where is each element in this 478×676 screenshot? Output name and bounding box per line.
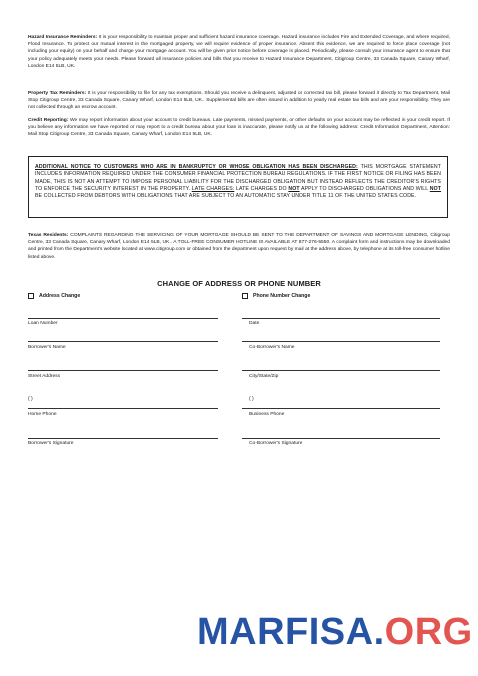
city-state-zip-label: City/State/Zip xyxy=(249,374,279,379)
home-phone-area-code: ( ) xyxy=(28,396,33,402)
hazard-insurance-paragraph xyxy=(28,34,450,70)
phone-change-option[interactable] xyxy=(242,293,310,299)
watermark-part-2: ORG xyxy=(384,611,473,653)
property-tax-text: It is your responsibility to file for any tax exemptions. Should you receive a delinquent, adjusted or corrected tax bill, please forward it directly to Tax Department, Mail Stop Citigroup Centre, 33 Canada Square, Canary Wharf, London E14 5LB, UK.. Supplemental bills are often issued in addition to yearly real estate tax bills and are your responsibility. They are not collected through an escrow account. xyxy=(28,91,450,111)
marfisa-watermark-logo xyxy=(197,613,473,651)
late-charges-text-2: APPLY TO DISCHARGED OBLIGATIONS AND WILL xyxy=(300,185,429,192)
borrower-signature-field[interactable] xyxy=(28,438,218,439)
late-charges-label: LATE CHARGES: xyxy=(191,185,235,192)
home-phone-field[interactable] xyxy=(28,408,218,409)
not-emphasis-2: NOT xyxy=(429,185,442,192)
texas-residents-text: COMPLAINTS REGARDING THE SERVICING OF YOUR MORTGAGE SHOULD BE SENT TO THE DEPARTMENT OF SAVINGS AND MORTGAGE LENDING, Citigroup Centre, 33 Canada Square, Canary Wharf, London E14 5LB, UK.. A TOLL-FREE CONSUMER HOTLINE IS AVAILABLE AT 877-276-5550. A complaint form and instructions may be downloaded and printed from the Department's website located at www.citigroup.com or obtained from the department upon request by mail at the address above, by telephone at its toll-free consumer hotline listed above. xyxy=(28,233,450,260)
address-change-option[interactable] xyxy=(28,293,80,299)
loan-number-label: Loan Number xyxy=(28,321,58,326)
business-phone-field[interactable] xyxy=(242,408,440,409)
hazard-insurance-label: Hazard Insurance Reminders: xyxy=(28,35,98,40)
credit-reporting-paragraph xyxy=(28,117,450,139)
business-phone-area-code: ( ) xyxy=(249,396,254,402)
business-phone-label: Business Phone xyxy=(249,412,285,417)
hazard-insurance-text: It is your responsibility to maintain proper and sufficient hazard insurance coverage. Hazard insurance includes Fire and Extended Coverage, and where required, Flood Insurance. To protect our mutual interest in the mortgaged property, we will require evidence of proper insurance. Absent this evidence, we are required to force place coverage (not including your equity) on your behalf and charge your mortgage account. You will be given prior notice before coverage is placed. Periodically, please consult your insurance agent to ensure that your policy adequately meets your needs. Please forward all insurance policies and bills that you receive to Hazard Insurance Department, Citigroup Centre, 33 Canada Square, Canary Wharf, London E14 5LB, UK. xyxy=(28,35,450,69)
coborrower-signature-label: Co-Borrower's Signature xyxy=(249,441,303,446)
late-charges-text-1: LATE CHARGES DO xyxy=(235,185,287,192)
bankruptcy-notice-text: THIS MORTGAGE STATEMENT INCLUDES INFORMATION REQUIRED UNDER THE CONSUMER FINANCIAL PROTECTION BUREAU REGULATIONS. IF THE FIRST NOTICE OR FILING HAS BEEN MADE, THIS IS NOT AN ATTEMPT TO IMPOSE PERSONAL LIABILITY FOR THE DISCHARGED OBLIGATION BUT INSTEAD REFLECTS THE CREDITOR'S RIGHTS TO ENFORCE THE SECURITY INTEREST IN THE PROPERTY. xyxy=(35,164,442,192)
date-field[interactable] xyxy=(242,318,440,319)
not-emphasis-1: NOT xyxy=(288,185,300,192)
street-address-field[interactable] xyxy=(28,370,218,371)
phone-change-label: Phone Number Change xyxy=(253,293,311,299)
texas-residents-label: Texas Residents: xyxy=(28,233,69,238)
date-label: Date xyxy=(249,321,260,326)
borrower-name-label: Borrower's Name xyxy=(28,345,66,350)
credit-reporting-label: Credit Reporting: xyxy=(28,118,69,123)
coborrower-name-label: Co-Borrower's Name xyxy=(249,345,295,350)
change-form-title: CHANGE OF ADDRESS OR PHONE NUMBER xyxy=(157,279,321,288)
street-address-label: Street Address xyxy=(28,374,61,379)
phone-change-checkbox[interactable] xyxy=(242,293,248,299)
property-tax-paragraph xyxy=(28,90,450,112)
borrower-name-field[interactable] xyxy=(28,341,218,342)
watermark-part-1: MARFISA. xyxy=(197,611,385,653)
loan-number-field[interactable] xyxy=(28,318,218,319)
coborrower-name-field[interactable] xyxy=(242,341,440,342)
late-charges-text-3: BE COLLECTED FROM DEBTORS WITH OBLIGATIONS THAT ARE SUBJECT TO AN AUTOMATIC STAY UNDER TITLE 11 OF THE UNITED STATES CODE. xyxy=(35,193,417,200)
property-tax-label: Property Tax Reminders: xyxy=(28,91,87,96)
coborrower-signature-field[interactable] xyxy=(242,438,440,439)
address-change-label: Address Change xyxy=(39,293,81,299)
borrower-signature-label: Borrower's Signature xyxy=(28,441,74,446)
city-state-zip-field[interactable] xyxy=(242,370,440,371)
credit-reporting-text: We may report information about your account to credit bureaus. Late payments, missed payments, or other defaults on your account may be reflected in your credit report. If you believe any information we have reported or may report to a credit bureau about your loan is inaccurate, please notify us at the following address: Credit Information Department, Attention: Mail Stop Citigroup Centre, 33 Canada Square, Canary Wharf, London E14 5LB, UK. xyxy=(28,118,450,138)
address-change-checkbox[interactable] xyxy=(28,293,34,299)
bankruptcy-notice-heading: ADDITIONAL NOTICE TO CUSTOMERS WHO ARE IN BANKRUPTCY OR WHOSE OBLIGATION HAS BEEN DISCHARGED: xyxy=(35,164,358,170)
bankruptcy-notice-box xyxy=(28,156,448,218)
home-phone-label: Home Phone xyxy=(28,412,57,417)
texas-residents-paragraph xyxy=(28,232,450,261)
